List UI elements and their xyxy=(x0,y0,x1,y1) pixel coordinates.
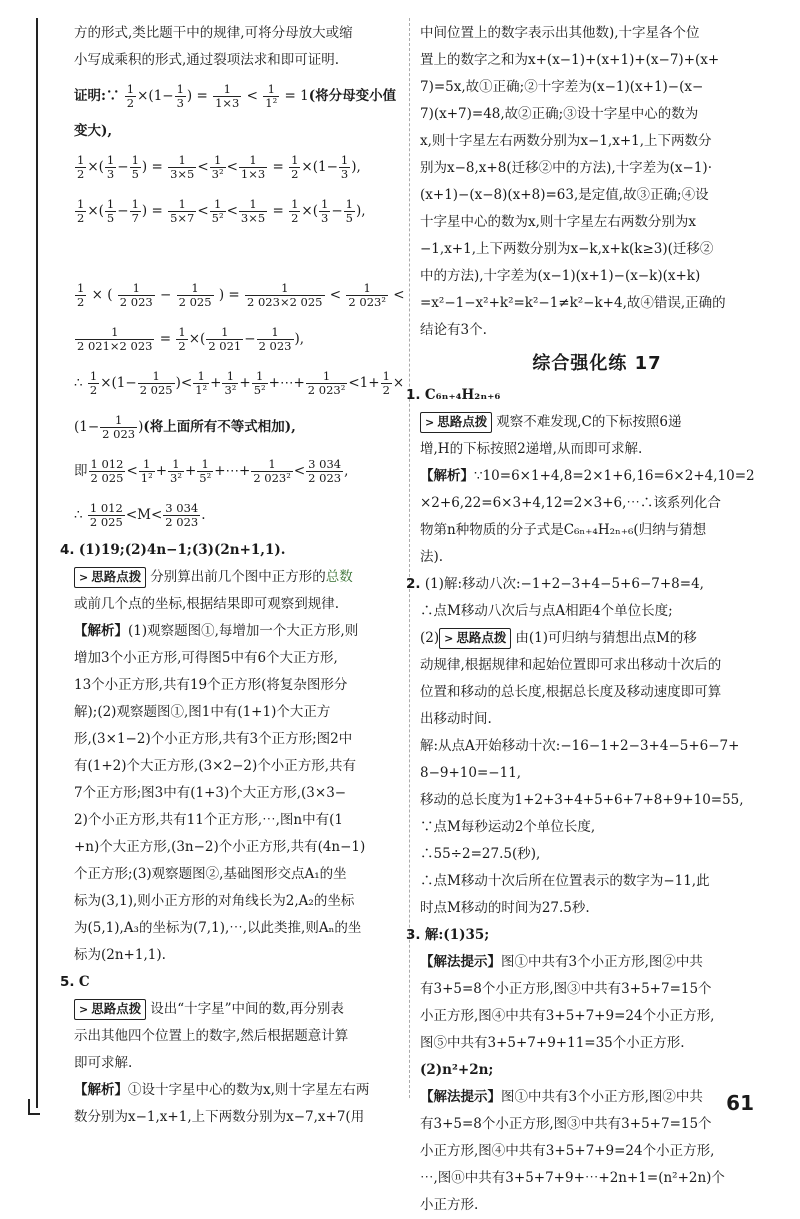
proof-line: 证明:∵ $\frac{1}{2}$ ×(1− $\frac{1}{3}$ ) = $\frac{1}{1\times 3}$ < $\frac{1}{\text{1²}}$ = 1(将分母变小值 xyxy=(74,82,397,110)
text-line: 位置和移动的总长度,根据总长度及移动速度即可算 xyxy=(420,684,722,700)
spacer xyxy=(74,233,399,273)
method-label: 【解法提示】 xyxy=(420,1089,501,1105)
text-line: +n)个大正方形,(3n−2)个小正方形,共有(4n−1) xyxy=(74,839,366,855)
text-line: 为(5,1),A₃的坐标为(7,1),⋯,以此类推,则Aₙ的坐 xyxy=(74,920,362,936)
text-line: 增加3个小正方形,可得图5中有6个大正方形, xyxy=(74,650,338,666)
text-line: 7)=5x,故①正确;②十字差为(x−1)(x+1)−(x− xyxy=(420,79,704,95)
proof-note-cont: 变大), xyxy=(74,123,113,139)
text-line: 有(1+2)个大正方形,(3×2−2)个小正方形,共有 xyxy=(74,758,357,774)
left-column xyxy=(60,20,405,1131)
text-line: 有3+5=8个小正方形,图③中共有3+5+7=15个 xyxy=(420,981,712,997)
text-line: ∴点M移动十次后所在位置表示的数字为−11,此 xyxy=(420,873,710,889)
formula-line: (1− $\frac{1}{2 023}$ )(将上面所有不等式相加), xyxy=(74,413,296,441)
text-line: −1,x+1,上下两数分别为x−k,x+k(k≥3)(迁移② xyxy=(420,241,714,257)
q2-line: 2. (1)解:移动八次:−1+2−3+4−5+6−7+8=4, xyxy=(406,576,704,592)
q4-answer: (1)19;(2)4n−1;(3)(2n+1,1). xyxy=(78,542,286,558)
text-line: 结论有3个. xyxy=(420,322,487,338)
question-number: 3. xyxy=(406,927,421,943)
text-line: 解:从点A开始移动十次:−16−1+2−3+4−5+6−7+ xyxy=(420,738,740,754)
text-line: 物第n种物质的分子式是C₆ₙ₊₄H₂ₙ₊₆(归纳与猜想 xyxy=(420,522,707,538)
text-line: 数分别为x−1,x+1,上下两数分别为x−7,x+7(用 xyxy=(74,1109,365,1125)
analysis-label: 【解析】 xyxy=(74,623,128,639)
chevron-right-icon: > xyxy=(79,571,89,584)
question-number: 5. xyxy=(60,974,75,990)
right-column xyxy=(406,20,774,1219)
text-line: (x+1)−(x−8)(x+8)=63,是定值,故③正确;④设 xyxy=(420,187,709,203)
fraction: $\frac{1}{\text{1²}}$ xyxy=(265,82,278,110)
method-label: 【解法提示】 xyxy=(420,954,501,970)
text-line: 小正方形,图④中共有3+5+7+9=24个小正方形, xyxy=(420,1143,715,1159)
q1-analysis-line: 【解析】∵10=6×1+4,8=2×1+6,16=6×2+4,10=2 xyxy=(420,468,755,484)
q3-part2: (2)n²+2n; xyxy=(420,1062,494,1078)
text-line: 个正方形;(3)观察题图②,基础图形交点A₁的坐 xyxy=(74,866,347,882)
text-line: 2)个小正方形,共有11个正方形,⋯,图n中有(1 xyxy=(74,812,343,828)
q1-answer-line xyxy=(406,382,774,409)
text-line: 出移动时间. xyxy=(420,711,492,727)
text-line: 移动的总长度为1+2+3+4+5+6+7+8+9+10=55, xyxy=(420,792,744,808)
text-line: 即可求解. xyxy=(74,1055,133,1071)
chevron-right-icon: > xyxy=(79,1003,89,1016)
q5-answer-line xyxy=(60,969,399,996)
text-line: =x²−1−x²+k²=k²−1≠k²−k+4,故④错误,正确的 xyxy=(420,295,726,311)
q3-method-line: 【解法提示】图①中共有3个小正方形,图②中共 xyxy=(420,954,703,970)
q5-answer: C xyxy=(78,974,90,990)
text-line: 增,H的下标按照2递增,从而即可求解. xyxy=(420,441,643,457)
text-line: 置上的数字之和为x+(x−1)+(x+1)+(x−7)+(x+ xyxy=(420,52,720,68)
q1-hint-line: > 思路点拨 观察不难发现,C的下标按照6递 xyxy=(420,409,774,436)
text-line: 小正方形. xyxy=(420,1197,479,1213)
hint-tag: > 思路点拨 xyxy=(74,567,146,588)
text-line: 时点M移动的时间为27.5秒. xyxy=(420,900,590,916)
text-line: 标为(2n+1,1). xyxy=(74,947,166,963)
proof-label: 证明:∵ xyxy=(74,88,120,104)
text-line: 图⑤中共有3+5+7+9+11=35个小正方形. xyxy=(420,1035,685,1051)
text-line: 或前几个点的坐标,根据结果即可观察到规律. xyxy=(74,596,340,612)
text-line: 小正方形,图④中共有3+5+7+9=24个小正方形, xyxy=(420,1008,715,1024)
q3-answer: 解:(1)35; xyxy=(424,927,490,943)
formula-line: 即 $\frac{1 012}{2 025}$ < $\frac{1}{\text{1²}}$ + $\frac{1}{\text{3²}}$ + $\frac{1}{\text{5²}}$ +⋯+ $\frac{1}{\text{2 023²}}$ < $\frac{3 034}{2 023}$ , xyxy=(74,457,349,485)
chevron-right-icon: > xyxy=(444,632,454,645)
formula-note: (将上面所有不等式相加), xyxy=(143,419,296,435)
margin-line xyxy=(36,18,38,1108)
q5-analysis-line: 【解析】①设十字星中心的数为x,则十字星左右两 xyxy=(74,1082,370,1098)
text-line: 法). xyxy=(420,549,444,565)
text-line: 有3+5=8个小正方形,图③中共有3+5+7=15个 xyxy=(420,1116,712,1132)
formula-line: $\frac{1}{2 021\times 2 023}$ = $\frac{1}{2}$ ×( $\frac{1}{2 021}$ − $\frac{1}{2 023}$ ), xyxy=(77,325,305,353)
analysis-label: 【解析】 xyxy=(74,1082,128,1098)
text-line: 动规律,根据规律和起始位置即可求出移动十次后的 xyxy=(420,657,722,673)
q4-answer-line xyxy=(60,537,399,564)
question-number: 1. xyxy=(406,387,421,403)
text-line: ∴点M移动八次后与点A相距4个单位长度; xyxy=(420,603,673,619)
text-line: 别为x−8,x+8(迁移②中的方法),十字差为(x−1)· xyxy=(420,160,712,176)
q2-hint-line: (2) > 思路点拨 由(1)可归纳与猜想出点M的移 xyxy=(420,625,774,652)
fraction: $\frac{1}{2}$ xyxy=(126,82,135,110)
text-line: 中的方法),十字差为(x−1)(x+1)−(x−k)(x+k) xyxy=(420,268,701,284)
text-line: ⋯,图ⓝ中共有3+5+7+9+⋯+2n+1=(n²+2n)个 xyxy=(420,1170,725,1186)
highlight-text: 总数 xyxy=(325,569,353,585)
formula-line: ∴ $\frac{1 012}{2 025}$ <M< $\frac{3 034}{2 023}$ . xyxy=(74,501,206,529)
text-line: 13个小正方形,共有19个正方形(将复杂图形分 xyxy=(74,677,348,693)
q5-hint-line: > 思路点拨 设出“十字星”中间的数,再分别表 xyxy=(74,996,399,1023)
text-line: 标为(3,1),则小正方形的对角线长为2,A₂的坐标 xyxy=(74,893,355,909)
text-line: x,则十字星左右两数分别为x−1,x+1,上下两数分 xyxy=(420,133,712,149)
chevron-right-icon: > xyxy=(425,416,435,429)
text-line: 小写成乘积的形式,通过裂项法求和即可证明. xyxy=(74,52,340,68)
analysis-label: 【解析】 xyxy=(420,468,474,484)
question-number: 4. xyxy=(60,542,75,558)
text-line: 8−9+10=−11, xyxy=(420,765,522,781)
hint-tag: > 思路点拨 xyxy=(74,999,146,1020)
text-line: 示出其他四个位置上的数字,然后根据题意计算 xyxy=(74,1028,349,1044)
corner-mark xyxy=(28,1099,40,1115)
question-number: 2. xyxy=(406,576,421,592)
page-number: 61 xyxy=(726,1091,754,1115)
text-line: 7个正方形;图3中有(1+3)个大正方形,(3×3− xyxy=(74,785,347,801)
q1-answer: C₆ₙ₊₄H₂ₙ₊₆ xyxy=(424,387,501,403)
fraction: $\frac{1}{1\times 3}$ xyxy=(215,82,240,110)
q3-method-line: 【解法提示】图①中共有3个小正方形,图②中共 xyxy=(420,1089,703,1105)
text-line: ∴55÷2=27.5(秒), xyxy=(420,846,541,862)
text-line: ∵点M每秒运动2个单位长度, xyxy=(420,819,596,835)
fraction: $\frac{1}{3}$ xyxy=(176,82,184,110)
hint-tag: > 思路点拨 xyxy=(420,412,492,433)
hint-tag: > 思路点拨 xyxy=(439,628,511,649)
q3-answer-line xyxy=(406,922,774,949)
formula-line: $\frac{1}{2}$ ×( $\frac{1}{5}$ − $\frac{1}{7}$ ) = $\frac{1}{5\times 7}$ < $\frac{1}{\text{5²}}$ < $\frac{1}{3\times 5}$ = $\frac{1}{2}$ ×( $\frac{1}{3}$ − $\frac{1}{5}$ ), xyxy=(77,197,366,225)
text-line: ×2+6,22=6×3+4,12=2×3+6,⋯∴该系列化合 xyxy=(420,495,721,511)
formula-line: ∴ $\frac{1}{2}$ ×(1− $\frac{1}{2 025}$ )< $\frac{1}{\text{1²}}$ + $\frac{1}{\text{3²}}$ + $\frac{1}{\text{5²}}$ +⋯+ $\frac{1}{\text{2 023²}}$ <1+ $\frac{1}{2}$ × xyxy=(74,369,405,397)
section-title: 综合强化练 17 xyxy=(532,353,662,374)
text-line: 形,(3×1−2)个小正方形,共有3个正方形;图2中 xyxy=(74,731,353,747)
text-line: 解);(2)观察题图①,图1中有(1+1)个大正方 xyxy=(74,704,331,720)
formula-line: $\frac{1}{2}$ ×( $\frac{1}{3}$ − $\frac{1}{5}$ ) = $\frac{1}{3\times 5}$ < $\frac{1}{\text{3²}}$ < $\frac{1}{1\times 3}$ = $\frac{1}{2}$ ×(1− $\frac{1}{3}$ ), xyxy=(77,153,361,181)
text-line: 中间位置上的数字表示出其他数),十字星各个位 xyxy=(420,25,700,41)
text-line: 方的形式,类比题干中的规律,可将分母放大或缩 xyxy=(74,25,353,41)
text-line: 十字星中心的数为x,则十字星左右两数分别为x xyxy=(420,214,697,230)
formula-line: $\frac{1}{2}$ × ( $\frac{1}{2 023}$ − $\frac{1}{2 025}$ ) = $\frac{1}{2 023\times 2 025}$ < $\frac{1}{\text{2 023²}}$ < xyxy=(77,281,405,309)
proof-note: (将分母变小值 xyxy=(308,88,397,104)
q4-hint-line: > 思路点拨 分别算出前几个图中正方形的总数 xyxy=(74,564,399,591)
text-line: 7)(x+7)=48,故②正确;③设十字星中心的数为 xyxy=(420,106,699,122)
q4-analysis-line: 【解析】(1)观察题图①,每增加一个大正方形,则 xyxy=(74,623,359,639)
